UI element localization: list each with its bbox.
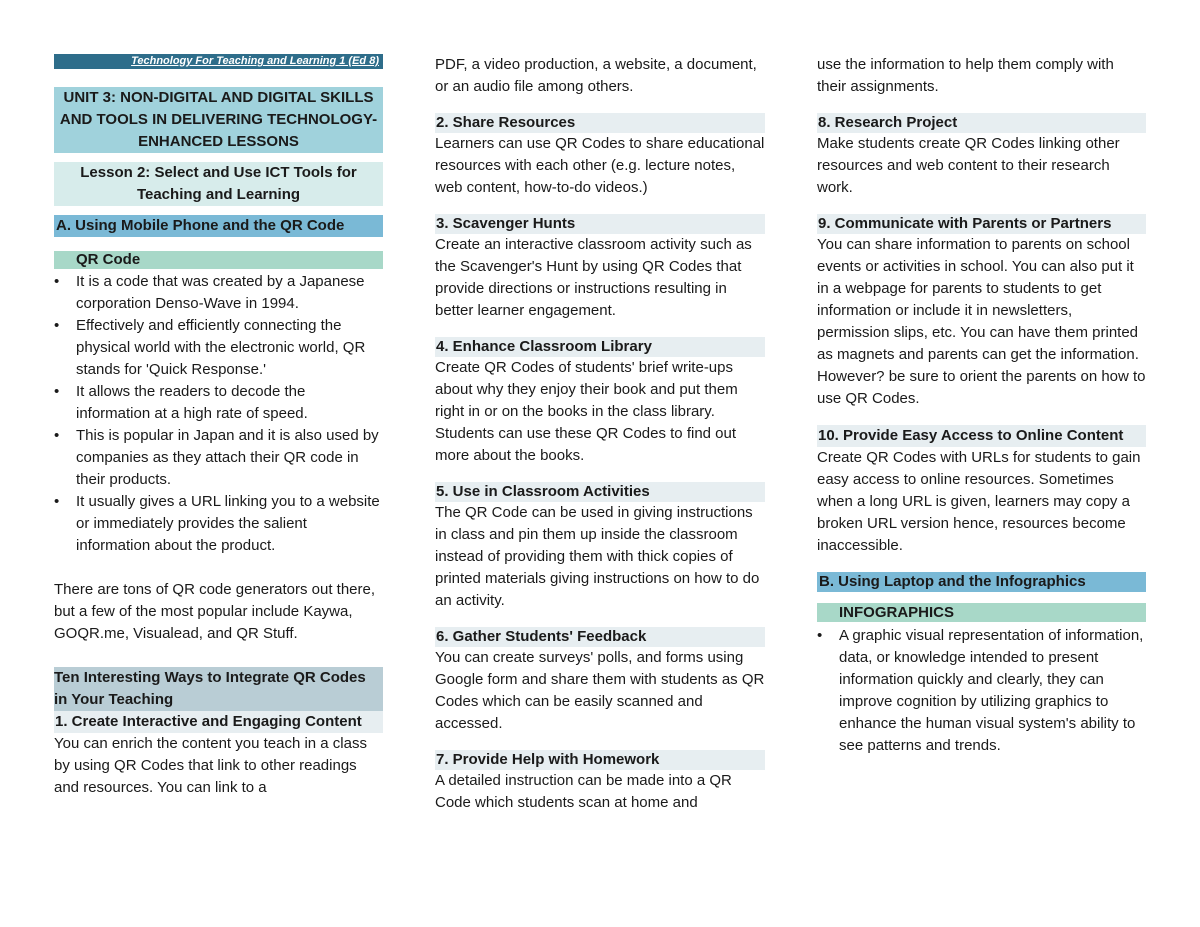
list-item (54, 425, 383, 491)
bullet-text: It is a code that was created by a Japanese corporation Denso-Wave in 1994. (76, 273, 365, 312)
list-item (54, 491, 383, 557)
qr-code-subtitle: QR Code (54, 251, 383, 269)
bullet-text: This is popular in Japan and it is also used by companies as they attach their QR code in their products. (76, 427, 379, 488)
section-b-title: B. Using Laptop and the Infographics (817, 572, 1146, 592)
way-4-title: 4. Enhance Classroom Library (435, 337, 765, 357)
list-item (54, 271, 383, 315)
course-banner: Technology For Teaching and Learning 1 (Ed 8) (54, 54, 383, 69)
infographics-bullets (817, 625, 1146, 757)
bullet-icon: • (54, 493, 60, 510)
way-9-title: 9. Communicate with Parents or Partners (817, 214, 1146, 234)
column-2 (435, 54, 765, 814)
column-1 (54, 54, 383, 799)
qr-code-bullets (54, 271, 383, 557)
lesson-title: Lesson 2: Select and Use ICT Tools for Teaching and Learning (54, 162, 383, 206)
way-5-title: 5. Use in Classroom Activities (435, 482, 765, 502)
way-4-body: Create QR Codes of students' brief write-ups about why they enjoy their book and put them right in or on the books in the class library. Students can use these QR Codes to find out more about the books. (435, 359, 738, 464)
way-6-body: You can create surveys' polls, and forms using Google form and share them with students as QR Codes which can be easily scanned and accessed. (435, 649, 765, 732)
section-a-title: A. Using Mobile Phone and the QR Code (54, 215, 383, 237)
list-item (817, 625, 1146, 757)
way-7-title: 7. Provide Help with Homework (435, 750, 765, 770)
bullet-icon: • (54, 273, 60, 290)
way-6-title: 6. Gather Students' Feedback (435, 627, 765, 647)
way-9-body: You can share information to parents on school events or activities in school. You can also put it in a webpage for parents to students to get information or include it in newsletters, permission slips, etc. You can have them printed as magnets and parents can get the information. However? be sure to orient the parents on how to use QR Codes. (817, 236, 1146, 407)
bullet-text: A graphic visual representation of information, data, or knowledge intended to present information quickly and clearly, they can improve cognition by utilizing graphics to enhance the human visual system's ability to see patterns and trends. (839, 627, 1144, 754)
infographics-subtitle: INFOGRAPHICS (817, 603, 1146, 622)
way-7-body-continued: use the information to help them comply with their assignments. (817, 56, 1114, 95)
bullet-text: It allows the readers to decode the information at a high rate of speed. (76, 383, 308, 422)
bullet-text: Effectively and efficiently connecting the physical world with the electronic world, QR stands for 'Quick Response.' (76, 317, 366, 378)
way-3-title: 3. Scavenger Hunts (435, 214, 765, 234)
bullet-text: It usually gives a URL linking you to a website or immediately provides the salient information about the product. (76, 493, 380, 554)
way-1-body-continued: PDF, a video production, a website, a document, or an audio file among others. (435, 56, 757, 95)
way-5-body: The QR Code can be used in giving instructions in class and pin them up inside the classroom instead of providing them with thick copies of printed materials giving instructions on how to do an activity. (435, 504, 760, 609)
way-8-title: 8. Research Project (817, 113, 1146, 133)
column-3 (817, 54, 1146, 757)
list-item (54, 381, 383, 425)
qr-generators-paragraph: There are tons of QR code generators out there, but a few of the most popular include Kaywa, GOQR.me, Visualead, and QR Stuff. (54, 581, 376, 642)
ten-ways-title: Ten Interesting Ways to Integrate QR Codes in Your Teaching (54, 667, 383, 711)
way-7-body: A detailed instruction can be made into a QR Code which students scan at home and (435, 772, 732, 811)
bullet-icon: • (54, 427, 60, 444)
unit-title: UNIT 3: NON-DIGITAL AND DIGITAL SKILLS AND TOOLS IN DELIVERING TECHNOLOGY-ENHANCED LESSONS (54, 87, 383, 153)
way-10-title: 10. Provide Easy Access to Online Content (817, 425, 1146, 447)
way-3-body: Create an interactive classroom activity such as the Scavenger's Hunt by using QR Codes that provide directions or instructions resulting in better learner engagement. (435, 236, 752, 319)
way-1-body: You can enrich the content you teach in a class by using QR Codes that link to other readings and resources. You can link to a (54, 735, 367, 796)
bullet-icon: • (817, 627, 823, 644)
way-8-body: Make students create QR Codes linking other resources and web content to their research work. (817, 135, 1120, 196)
list-item (54, 315, 383, 381)
way-1-title: 1. Create Interactive and Engaging Content (54, 711, 383, 733)
way-2-title: 2. Share Resources (435, 113, 765, 133)
way-2-body: Learners can use QR Codes to share educational resources with each other (e.g. lecture notes, web content, how-to-do videos.) (435, 135, 765, 196)
bullet-icon: • (54, 383, 60, 400)
way-10-body: Create QR Codes with URLs for students to gain easy access to online resources. Sometimes when a long URL is given, learners may copy a broken URL version hence, resources become inaccessible. (817, 449, 1141, 554)
bullet-icon: • (54, 317, 60, 334)
